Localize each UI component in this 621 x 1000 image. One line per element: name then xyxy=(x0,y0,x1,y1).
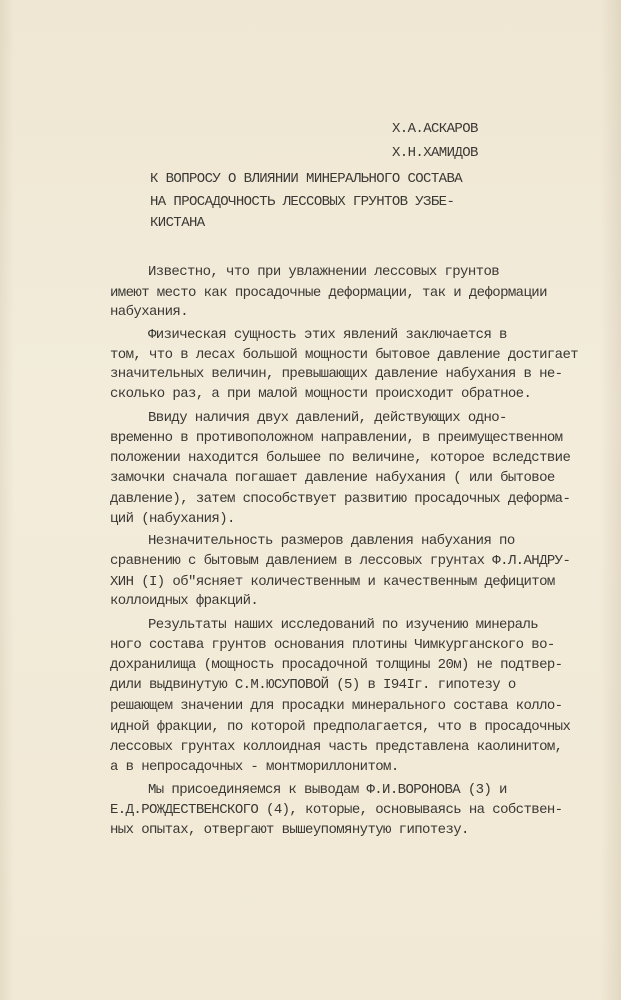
text-line: временно в противоположном направлении, в преимущественном xyxy=(110,430,563,446)
text-line: значительных величин, превышающих давление набухания в не- xyxy=(110,366,563,382)
text-line: набухания. xyxy=(110,304,189,320)
text-line: Известно, что при увлажнении лессовых грунтов xyxy=(148,264,500,280)
text-line: а в непросадочных - монтмориллонитом. xyxy=(110,759,399,775)
author-name: Х.А.АСКАРОВ xyxy=(392,121,478,137)
text-line: замочки сначала погашает давление набухания ( или бытовое xyxy=(110,470,555,486)
title-line: КИСТАНА xyxy=(150,215,205,231)
text-line: решающем значении для просадки минерального состава колло- xyxy=(110,698,563,714)
text-line: ций (набухания). xyxy=(110,511,235,527)
text-line: Ввиду наличия двух давлений, действующих одно- xyxy=(148,410,507,426)
text-line: лессовых грунтах коллоидная часть представлена каолинитом, xyxy=(110,739,563,755)
text-line: ХИН (I) об"ясняет количественным и качественным дефицитом xyxy=(110,574,555,590)
text-line: сколько раз, а при малой мощности происходит обратное. xyxy=(110,386,532,402)
title-line: НА ПРОСАДОЧНОСТЬ ЛЕССОВЫХ ГРУНТОВ УЗБЕ- xyxy=(150,194,455,210)
text-line: ных опытах, отвергают вышеупомянутую гипотезу. xyxy=(110,822,469,838)
text-line: коллоидных фракций. xyxy=(110,593,259,609)
text-line: Физическая сущность этих явлений заключается в xyxy=(148,327,507,343)
text-line: дили выдвинутую С.М.ЮСУПОВОЙ (5) в I94Iг. гипотезу о xyxy=(110,677,516,693)
text-line: давление), затем способствует развитию просадочных деформа- xyxy=(110,491,571,507)
text-line: идной фракции, по которой предполагается, что в просадочных xyxy=(110,719,571,735)
text-line: Результаты наших исследований по изучению минераль xyxy=(148,617,539,633)
title-line: К ВОПРОСУ О ВЛИЯНИИ МИНЕРАЛЬНОГО СОСТАВА xyxy=(150,171,463,187)
text-line: Мы присоединяемся к выводам Ф.И.ВОРОНОВА (3) и xyxy=(148,782,507,798)
text-line: том, что в лесах большой мощности бытовое давление достигает xyxy=(110,347,579,363)
author-name: Х.Н.ХАМИДОВ xyxy=(392,145,478,161)
text-line: сравнению с бытовым давлением в лессовых грунтах Ф.Л.АНДРУ- xyxy=(110,553,571,569)
text-line: Незначительность размеров давления набухания по xyxy=(148,533,515,549)
text-line: положении находится большее по величине, которое вследствие xyxy=(110,450,571,466)
text-line: ного состава грунтов основания плотины Чимкурганского во- xyxy=(110,637,555,653)
text-line: имеют место как просадочные деформации, так и деформации xyxy=(110,285,547,301)
text-line: Е.Д.РОЖДЕСТВЕНСКОГО (4), которые, основываясь на собствен- xyxy=(110,802,563,818)
text-line: дохранилища (мощность просадочной толщины 20м) не подтвер- xyxy=(110,657,563,673)
